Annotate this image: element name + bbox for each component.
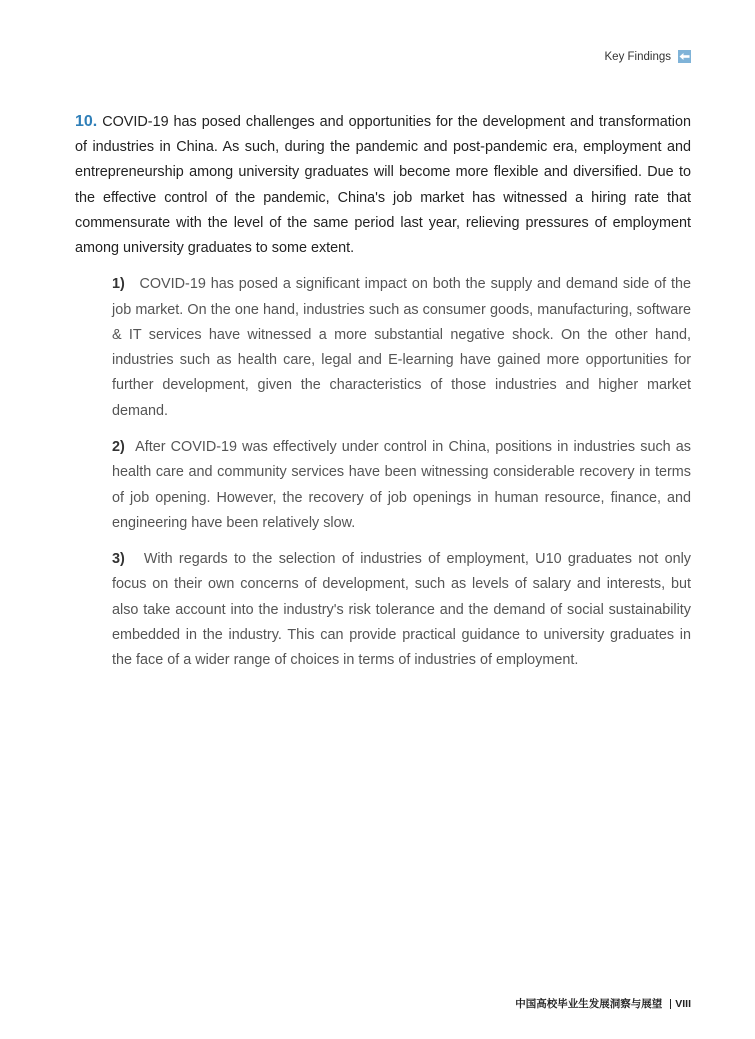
- page-number: VIII: [675, 997, 691, 1010]
- list-item-text: With regards to the selection of industries of employment, U10 graduates not only focus on their own concerns of development, such as levels of salary and interests, but also take account into the industry's risk tolerance and the demand of social sustainability embedded in the industry. This can provide practical guidance to university graduates in the face of a wider range of choices in terms of industries of employment.: [112, 551, 692, 669]
- list-item: [112, 435, 691, 536]
- footer-divider: [670, 999, 671, 1009]
- arrow-left-icon: [678, 50, 691, 63]
- list-item: [112, 547, 691, 673]
- list-item-number: 1): [112, 276, 125, 293]
- page-footer: [515, 996, 691, 1011]
- finding-paragraph: [75, 109, 691, 261]
- finding-text: COVID-19 has posed challenges and opportunities for the development and transformation of industries in China. As such, during the pandemic and post-pandemic era, employment and entrepreneurship among university graduates will become more flexible and diversified. Due to the effective control of the pandemic, China's job market has witnessed a hiring rate that commensurate with the level of the same period last year, relieving pressures of employment among university graduates to some extent.: [75, 114, 691, 257]
- footer-title: 中国高校毕业生发展洞察与展望: [515, 998, 663, 1010]
- finding-sublist: [75, 272, 691, 673]
- finding-number: 10.: [75, 113, 98, 130]
- list-item-number: 3): [112, 551, 125, 568]
- main-content: [75, 109, 691, 674]
- list-item-text: After COVID-19 was effectively under control in China, positions in industries such as health care and community services have been witnessing considerable recovery in terms of job opening. However, the recovery of job openings in human resource, finance, and engineering have been relatively slow.: [112, 439, 691, 531]
- page-header: [605, 50, 691, 63]
- list-item-text: COVID-19 has posed a significant impact on both the supply and demand side of the job market. On the one hand, industries such as consumer goods, manufacturing, software & IT services have witnessed a more substantial negative shock. On the other hand, industries such as health care, legal and E-learning have gained more opportunities for further development, given the characteristics of those industries and higher market demand.: [112, 276, 691, 419]
- list-item: [112, 272, 691, 424]
- section-title: Key Findings: [604, 50, 671, 63]
- list-item-number: 2): [112, 439, 125, 455]
